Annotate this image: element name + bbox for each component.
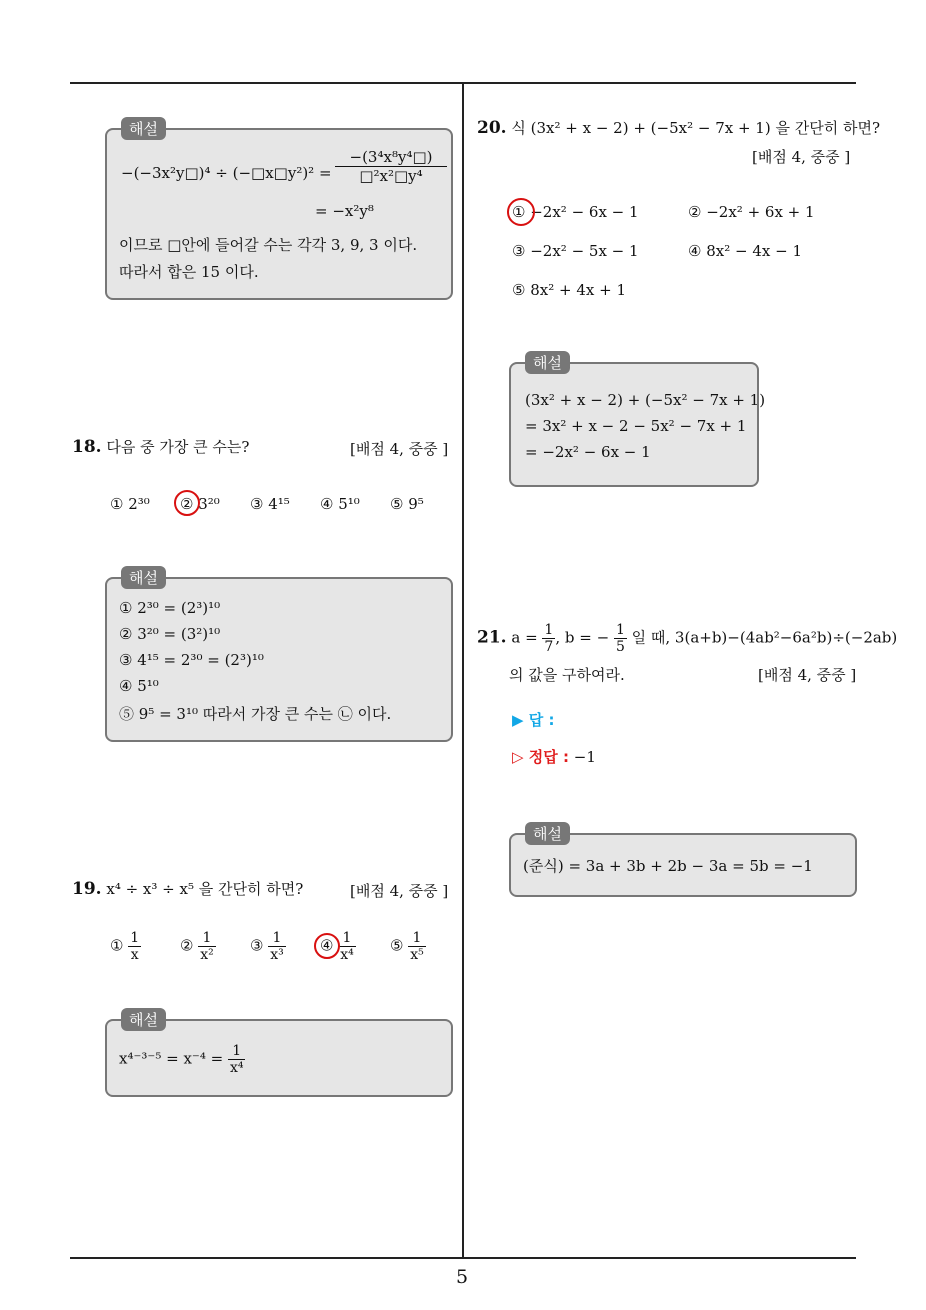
explain-tag: 해설	[525, 822, 570, 845]
q20-choice-1[interactable]: ① −2x² − 6x − 1	[512, 203, 639, 221]
page-number: 5	[456, 1266, 469, 1288]
q18-explain-line: ④ 5¹⁰	[119, 677, 159, 695]
answer-input-label[interactable]: ▶ 답 :	[512, 711, 555, 729]
q18-explain-line: ② 3²⁰ = (3²)¹⁰	[119, 625, 221, 643]
fraction: $\frac{1}{\text{x⁵}}$	[410, 930, 424, 963]
q20-explain-line: = 3x² + x − 2 − 5x² − 7x + 1	[525, 417, 747, 435]
q21-header: 21. a = $\frac{1}{7}$ , b = − $\frac{1}{5}$ 일 때, 3(a+b)−(4ab²−6a²b)÷(−2ab)	[477, 622, 898, 655]
q17-explain-line3: 이므로 □안에 들어갈 수는 각각 3, 9, 3 이다.	[119, 236, 418, 254]
q19-header	[72, 878, 303, 899]
q19-choice-4[interactable]: ④ $\frac{1}{\text{x⁴}}$	[320, 930, 354, 963]
q21-meta: [배점 4, 중중 ]	[758, 666, 857, 684]
fraction: $\frac{1}{\text{x⁴}}$	[229, 1043, 244, 1076]
q20-choice-5[interactable]: ⑤ 8x² + 4x + 1	[512, 281, 626, 299]
selected-answer-mark	[174, 490, 200, 516]
q18-header	[72, 436, 249, 457]
fraction: $\frac{1}{x}$	[130, 930, 140, 963]
question-number: 20.	[477, 118, 507, 138]
fraction: $\frac{1}{\text{x⁴}}$	[340, 930, 354, 963]
question-text: 다음 중 가장 큰 수는?	[106, 438, 250, 456]
explain-tag: 해설	[525, 351, 570, 374]
question-number: 19.	[72, 879, 102, 899]
fraction: $\frac{1}{7}$	[544, 622, 554, 655]
question-text: x⁴ ÷ x³ ÷ x⁵ 을 간단히 하면?	[106, 880, 304, 898]
q20-choice-4[interactable]: ④ 8x² − 4x − 1	[688, 242, 802, 260]
q18-choice-4[interactable]: ④ 5¹⁰	[320, 495, 360, 513]
q18-explain-line: ① 2³⁰ = (2³)¹⁰	[119, 599, 221, 617]
q19-meta: [배점 4, 중중 ]	[350, 882, 449, 900]
q18-explain-box	[105, 569, 453, 742]
column-divider	[462, 84, 464, 1259]
q20-choice-3[interactable]: ③ −2x² − 5x − 1	[512, 242, 639, 260]
selected-answer-mark	[507, 198, 535, 226]
q19-choice-5[interactable]: ⑤ $\frac{1}{\text{x⁵}}$	[390, 930, 424, 963]
q18-explain-line: ⑤ 9⁵ = 3¹⁰ 따라서 가장 큰 수는 ㉡ 이다.	[119, 705, 392, 723]
q18-choice-2[interactable]: ② 3²⁰	[180, 495, 220, 513]
q19-choice-1[interactable]: ① $\frac{1}{x}$	[110, 930, 140, 963]
explain-tag: 해설	[121, 566, 166, 589]
q18-explain-line: ③ 4¹⁵ = 2³⁰ = (2³)¹⁰	[119, 651, 264, 669]
q18-choice-1[interactable]: ① 2³⁰	[110, 495, 150, 513]
q18-meta: [배점 4, 중중 ]	[350, 440, 449, 458]
q20-choice-2[interactable]: ② −2x² + 6x + 1	[688, 203, 815, 221]
q21-explain-box	[509, 825, 857, 897]
correct-answer	[512, 746, 596, 767]
explain-tag: 해설	[121, 1008, 166, 1031]
q18-choice-5[interactable]: ⑤ 9⁵	[390, 495, 424, 513]
q20-explain-line: (3x² + x − 2) + (−5x² − 7x + 1)	[525, 391, 766, 409]
fraction: $\frac{1}{\text{x³}}$	[270, 930, 284, 963]
question-text: 일 때, 3(a+b)−(4ab²−6a²b)÷(−2ab)	[631, 628, 898, 647]
q19-choice-3[interactable]: ③ $\frac{1}{\text{x³}}$	[250, 930, 284, 963]
q20-explain-line: = −2x² − 6x − 1	[525, 443, 651, 461]
q21-text2: 의 값을 구하여라.	[509, 666, 625, 684]
correct-answer-value: −1	[573, 748, 596, 766]
explain-tag: 해설	[121, 117, 166, 140]
q19-explain-line: x⁴⁻³⁻⁵ = x⁻⁴ = $\frac{1}{\text{x⁴}}$	[119, 1043, 244, 1076]
q18-choice-3[interactable]: ③ 4¹⁵	[250, 495, 290, 513]
selected-answer-mark	[314, 933, 340, 959]
question-text: 식 (3x² + x − 2) + (−5x² − 7x + 1) 을 간단히 하면?	[511, 119, 880, 137]
q19-choice-2[interactable]: ② $\frac{1}{\text{x²}}$	[180, 930, 214, 963]
bottom-rule	[70, 1257, 856, 1259]
q20-header	[477, 117, 880, 138]
q17-explain-line1: −(−3x²y□)⁴ ÷ (−□x□y²)² =	[121, 164, 332, 182]
q20-meta: [배점 4, 중중 ]	[752, 148, 851, 166]
q20-explain-box	[509, 354, 766, 487]
question-number: 18.	[72, 437, 102, 457]
q19-explain-box	[105, 1011, 453, 1097]
fraction: $\frac{1}{\text{x²}}$	[200, 930, 214, 963]
question-number: 21.	[477, 627, 507, 648]
q17-explain-line4: 따라서 합은 15 이다.	[119, 263, 259, 281]
q21-explain-line: (준식) = 3a + 3b + 2b − 3a = 5b = −1	[523, 857, 813, 875]
q17-explain-line2: = −x²y⁸	[315, 202, 374, 220]
q17-explain-fraction: −(3⁴x⁸y⁴□) □²x²□y⁴	[335, 148, 447, 185]
correct-answer-label: ▷ 정답 :	[512, 748, 569, 766]
q17-explain-box	[105, 120, 453, 300]
fraction: $\frac{1}{5}$	[615, 622, 625, 655]
